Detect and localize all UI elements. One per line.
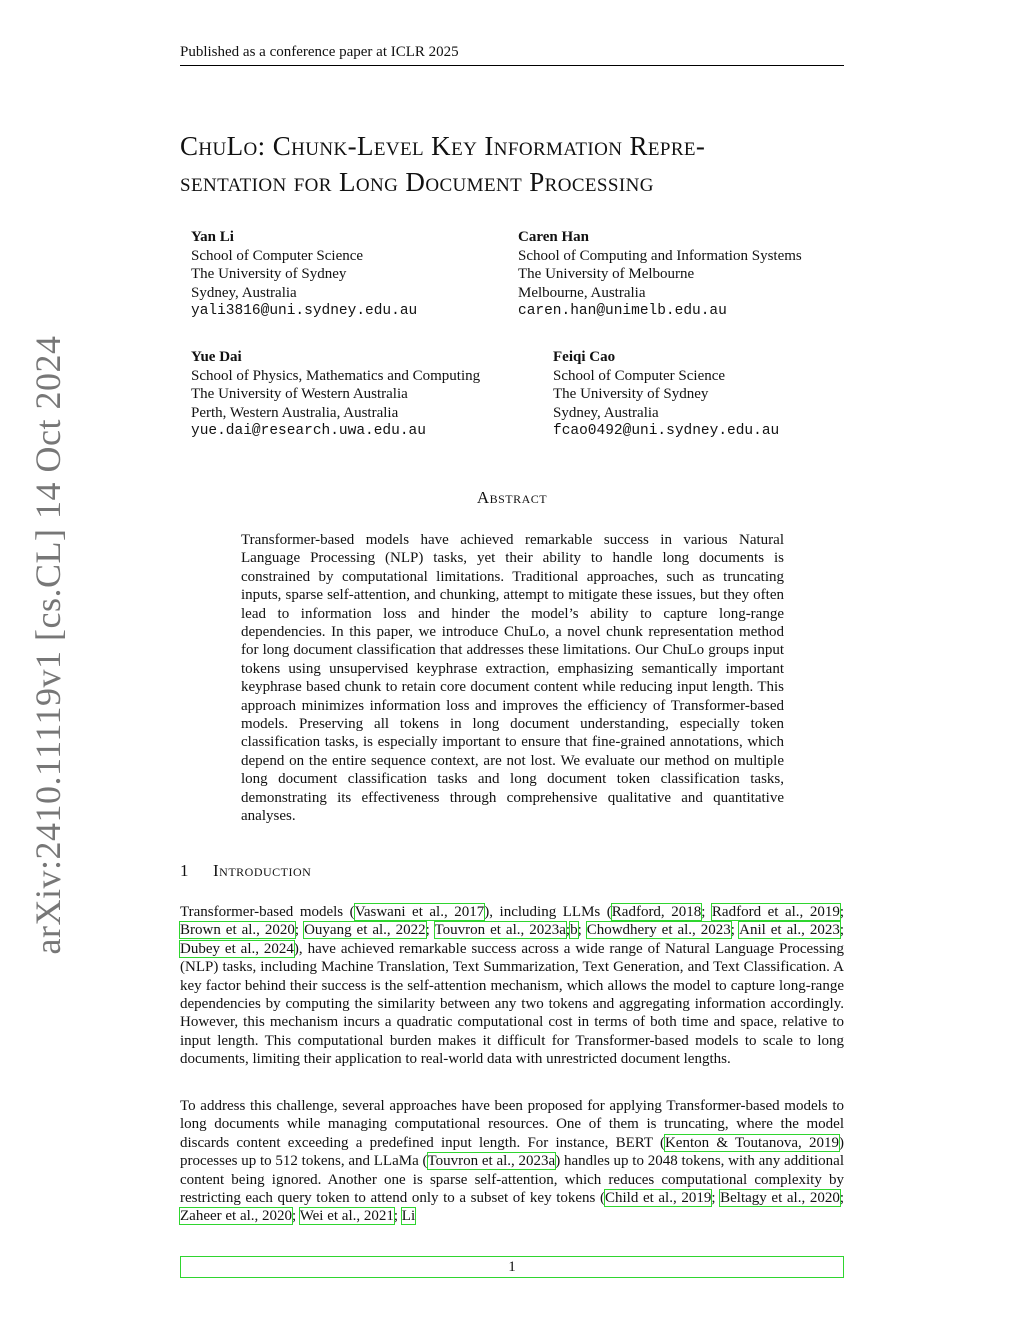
citation-link[interactable]: Radford et al., 2019: [711, 904, 840, 920]
author-dept: School of Physics, Mathematics and Computing: [191, 367, 481, 384]
citation-link[interactable]: Chowdhery et al., 2023: [586, 922, 731, 939]
citation-link[interactable]: Zaheer et al., 2020: [180, 1208, 293, 1225]
arxiv-identifier-stamp: arXiv:2410.11119v1 [cs.CL] 14 Oct 2024: [28, 335, 68, 955]
author-location: Sydney, Australia: [553, 404, 659, 421]
citation-link[interactable]: Dubey et al., 2024: [180, 940, 294, 957]
paragraph-text: ) processes up to 512 tokens, and LLaMa (: [180, 1134, 845, 1170]
paragraph-text: ;: [294, 922, 305, 939]
title-line-2: sentation for Long Document Processing: [180, 167, 654, 197]
abstract-text: Transformer-based models have achieved remarkable success in various Natural Language Processing (NLP) tasks, yet their ability to handle long documents is constrained by computational limitations. Traditional approaches, such as truncating inputs, sparse self-attention, and chunking, attempt to mitigate these issues, but they often lead to information loss and hinder the model’s ability to capture long-range dependencies. In this paper, we introduce ChuLo, a novel chunk representation method for long document classification that addresses these limitations. Our ChuLo groups input tokens using unsupervised keyphrase extraction, emphasizing semantically important keyphrase based chunk to retain core document content while reducing input length. This approach minimizes information loss and improves the efficiency of Transformer-based models. Preserving all tokens in long document understanding, especially token classification tasks, is especially important to ensure that fine-grained annotations, which depend on the entire sequence context, are not lost. We evaluate our method on multiple long document classification tasks and long document token classification tasks, demonstrating its effectiveness through comprehensive qualitative and quantitative analyses.: [241, 532, 784, 825]
running-head: Published as a conference paper at ICLR 2025: [180, 44, 844, 66]
author-dept: School of Computer Science: [553, 367, 726, 384]
paragraph-text: Transformer-based models (: [180, 904, 355, 920]
section-number: 1: [180, 861, 189, 880]
intro-paragraph-1: [180, 903, 844, 1069]
author-institution: The University of Melbourne: [518, 266, 695, 282]
author-dept: School of Computer Science: [191, 247, 364, 264]
citation-link[interactable]: Brown et al., 2020: [180, 922, 295, 939]
paragraph-text: ) handles up to 2048 tokens, with any additional content being ignored. Another one is sparse self-attention, which reduces computational complexity by restricting each query token to attend only to a subset of key tokens (: [180, 1153, 844, 1207]
author-location: Melbourne, Australia: [518, 284, 646, 301]
author-location: Sydney, Australia: [191, 284, 297, 301]
paragraph-text: ;: [425, 922, 435, 939]
author-name: Yan Li: [191, 229, 234, 245]
paragraph-text: ;: [839, 1190, 844, 1207]
citation-link[interactable]: Touvron et al., 2023a: [434, 922, 566, 939]
paragraph-text: ;: [730, 922, 740, 939]
paragraph-text: ;: [701, 904, 712, 920]
citation-link[interactable]: Anil et al., 2023: [739, 922, 840, 939]
citation-link[interactable]: Li: [401, 1208, 416, 1225]
author-email[interactable]: yali3816@uni.sydney.edu.au: [191, 303, 418, 319]
citation-link[interactable]: Ouyang et al., 2022: [304, 922, 426, 939]
author-email[interactable]: fcao0492@uni.sydney.edu.au: [553, 423, 780, 439]
author-institution: The University of Sydney: [191, 266, 347, 282]
citation-link[interactable]: Beltagy et al., 2020: [720, 1190, 840, 1207]
author-email[interactable]: caren.han@unimelb.edu.au: [518, 303, 727, 319]
page-number[interactable]: 1: [180, 1256, 844, 1278]
citation-link[interactable]: Vaswani et al., 2017: [354, 904, 485, 920]
paragraph-text: ), have achieved remarkable success across a wide range of Natural Language Processing (NLP) tasks, including Machine Translation, Text Summarization, Text Generation, and Text Classification. A key factor behind their success is the self-attention mechanism, which allows the model to capture long-range dependencies by computing the similarity between any two tokens and aggregating information accordingly. However, this mechanism incurs a quadratic computational cost in terms of both time and space, relative to input length. This computational burden makes it difficult for Transformer-based models to scale to long documents, limiting their application to real-world data with unrestricted document lengths.: [180, 940, 845, 1068]
paragraph-text: ), including LLMs (: [484, 904, 612, 920]
author-email[interactable]: yue.dai@research.uwa.edu.au: [191, 423, 426, 439]
paragraph-text: ;: [292, 1208, 300, 1225]
citation-link[interactable]: Touvron et al., 2023a: [427, 1153, 556, 1170]
citation-link[interactable]: Wei et al., 2021: [299, 1208, 394, 1225]
author-name: Feiqi Cao: [553, 349, 616, 365]
author-block: [191, 228, 417, 321]
citation-link[interactable]: b: [570, 922, 578, 939]
citation-link[interactable]: Child et al., 2019: [604, 1190, 712, 1207]
section-heading: [180, 861, 844, 881]
paragraph-text: ;: [839, 922, 845, 939]
paragraph-text: ;: [577, 922, 587, 939]
paragraph-text: To address this challenge, several approaches have been proposed for applying Transformer-based models to long documents while managing computational resources. One of them is truncating, where the model discards content exceeding a predefined input length. For instance, BERT (: [180, 1098, 844, 1151]
title-line-1: ChuLo: Chunk-Level Key Information Repre-: [180, 131, 706, 161]
author-dept: School of Computing and Information Systems: [518, 247, 802, 264]
author-institution: The University of Western Australia: [191, 386, 408, 402]
citation-link[interactable]: Radford, 2018: [611, 904, 702, 920]
author-institution: The University of Sydney: [553, 386, 709, 402]
paragraph-text: ;: [711, 1190, 721, 1207]
citation-link[interactable]: Kenton & Toutanova, 2019: [664, 1134, 840, 1151]
author-block: [553, 348, 779, 441]
paragraph-text: ;: [393, 1208, 402, 1225]
abstract-heading: Abstract: [476, 488, 548, 507]
paragraph-text: ;: [839, 904, 844, 920]
author-name: Caren Han: [518, 229, 589, 245]
paper-title: [180, 128, 844, 200]
author-block: [518, 228, 802, 321]
intro-paragraph-2: [180, 1097, 844, 1226]
author-block: [191, 348, 480, 441]
paragraph-text: ;: [565, 922, 571, 939]
section-title: Introduction: [213, 861, 312, 880]
author-location: Perth, Western Australia, Australia: [191, 404, 399, 421]
author-name: Yue Dai: [191, 349, 242, 365]
